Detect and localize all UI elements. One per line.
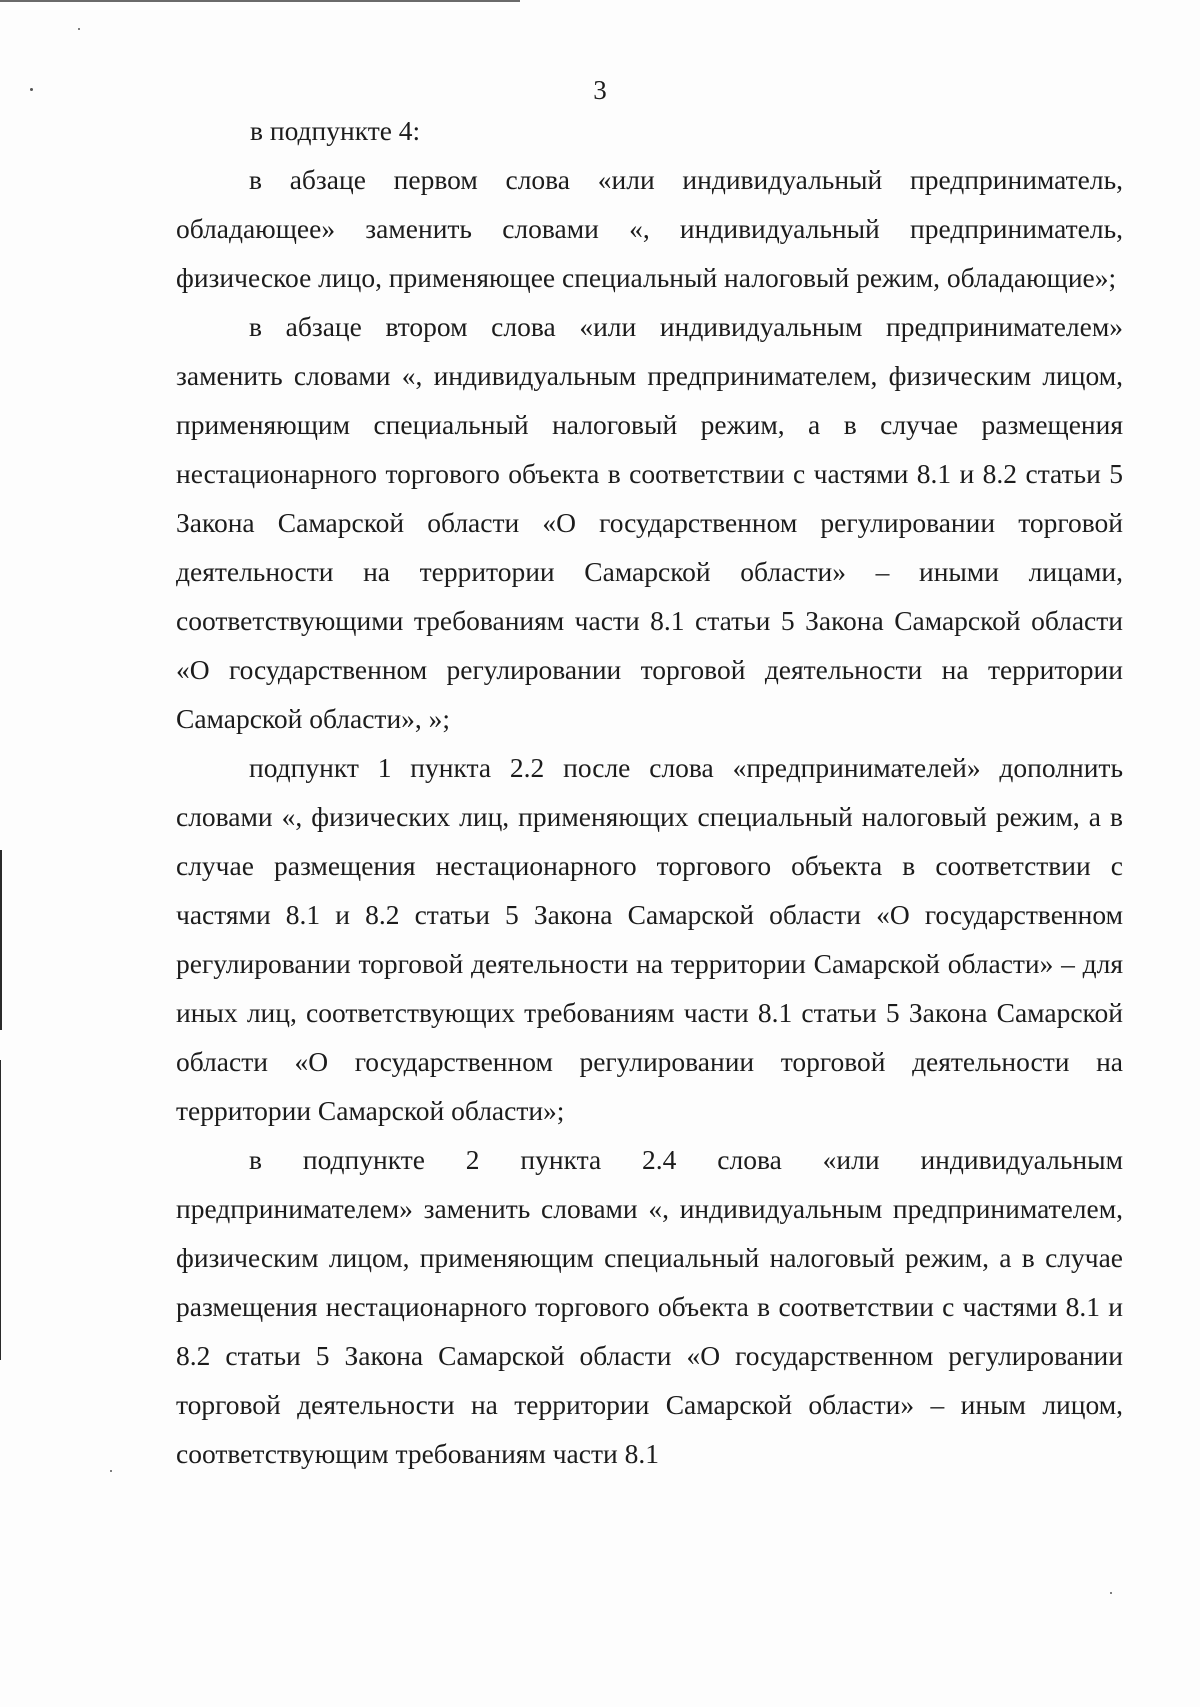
document-body	[176, 106, 1123, 1478]
scan-speck	[1110, 1592, 1112, 1594]
scan-top-edge	[0, 0, 520, 2]
scan-speck	[78, 28, 80, 30]
scan-left-edge-mark	[0, 1060, 1, 1360]
paragraph: в абзаце первом слова «или индивидуальный предприниматель, обладающее» заменить словами «, индивидуальный предприниматель, физическое лицо, применяющее специальный налоговый режим, обладающие»;	[176, 164, 1123, 293]
paragraph: в подпункте 4:	[250, 115, 421, 146]
paragraph: подпункт 1 пункта 2.2 после слова «предпринимателей» дополнить словами «, физических лиц, применяющих специальный налоговый режим, а в случае размещения нестационарного торгового объекта в соответствии с частями 8.1 и 8.2 статьи 5 Закона Самарской области «О государственном регулировании торговой деятельности на территории Самарской области» – для иных лиц, соответствующих требованиям части 8.1 статьи 5 Закона Самарской области «О государственном регулировании торговой деятельности на территории Самарской области»;	[176, 752, 1123, 1126]
scan-speck	[110, 1470, 112, 1472]
paragraph: в подпункте 2 пункта 2.4 слова «или индивидуальным предпринимателем» заменить словами «, индивидуальным предпринимателем, физическим лицом, применяющим специальный налоговый режим, а в случае размещения нестационарного торгового объекта в соответствии с частями 8.1 и 8.2 статьи 5 Закона Самарской области «О государственном регулировании торговой деятельности на территории Самарской области» – иным лицом, соответствующим требованиям части 8.1	[176, 1144, 1123, 1469]
scan-left-edge-mark	[0, 850, 2, 1030]
paragraph: в абзаце втором слова «или индивидуальным предпринимателем» заменить словами «, индивидуальным предпринимателем, физическим лицом, применяющим специальный налоговый режим, а в случае размещения нестационарного торгового объекта в соответствии с частями 8.1 и 8.2 статьи 5 Закона Самарской области «О государственном регулировании торговой деятельности на территории Самарской области» – иными лицами, соответствующими требованиям части 8.1 статьи 5 Закона Самарской области «О государственном регулировании торговой деятельности на территории Самарской области», »;	[176, 311, 1123, 734]
page-number: 3	[593, 75, 607, 105]
